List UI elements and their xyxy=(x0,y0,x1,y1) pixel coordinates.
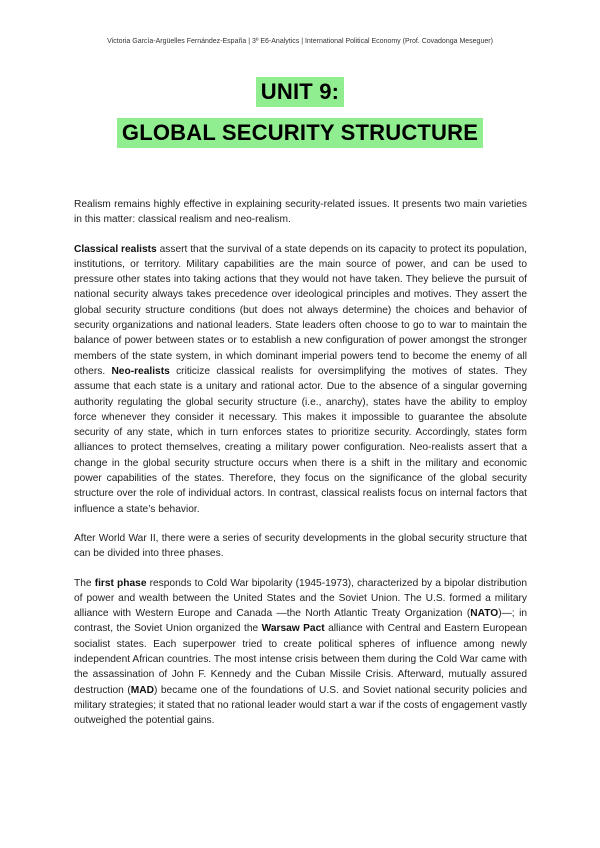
unit-title-line xyxy=(0,77,600,107)
term-warsaw-pact: Warsaw Pact xyxy=(261,623,325,635)
paragraph-realists xyxy=(74,242,527,517)
unit-subject-line xyxy=(0,118,600,148)
body-text xyxy=(74,197,527,743)
unit-number-title: UNIT 9: xyxy=(256,77,344,107)
paragraph-phases-intro: After World War II, there were a series of security developments in the global security structure that can be divided into three phases. xyxy=(74,532,527,560)
first-phase-text-2: responds to Cold War bipolarity (1945-1973), characterized by a bipolar distribution of power and wealth between the United States and the Soviet Union. The U.S. formed a military alliance with Western Europe and Canada —the North Atlantic Treaty Organization ( xyxy=(74,577,527,620)
paragraph-realists-text-2: criticize classical realists for oversimplifying the motives of states. They assume that each state is a unitary and rational actor. Due to the absence of a singular governing authority regulating the global security structure (i.e., anarchy), states have the ability to employ force whenever they consider it necessary. This makes it impossible to guarantee the absolute security of any state, which in turn enforces states to prioritize security. Accordingly, states form alliances to protect themselves, creating a military power configuration. Neo-realists assert that a change in the global security structure occurs when there is a shift in the military and economic power capabilities of the states. Therefore, they focus on the significance of the global security structure over the role of individual actors. In contrast, classical realists focus on internal factors that influence a state’s behavior. xyxy=(74,365,527,515)
first-phase-text-4: alliance with Central and Eastern European socialist states. Each superpower tried to create political spheres of influence among newly independent African countries. The most intense crisis between them during the Cold War came with the assassination of John F. Kennedy and the Cuban Missile Crisis. Afterward, mutually assured destruction ( xyxy=(74,623,527,696)
unit-subject-title: GLOBAL SECURITY STRUCTURE xyxy=(117,118,483,148)
running-header: Victoria García-Argüelles Fernández-España | 3º E6-Analytics | International Political Economy (Prof. Covadonga Meseguer) xyxy=(107,38,493,45)
first-phase-text-1: The xyxy=(74,577,95,589)
first-phase-text-5: ) became one of the foundations of U.S. and Soviet national security policies and military strategies; it stated that no rational leader would start a war if the costs of engagement vastly outweighed the potential gains. xyxy=(74,684,528,727)
term-nato: NATO xyxy=(470,608,499,620)
term-classical-realists: Classical realists xyxy=(74,243,157,255)
first-phase-text-3: )—; in contrast, the Soviet Union organized the xyxy=(74,608,527,635)
paragraph-realists-text-1: assert that the survival of a state depends on its capacity to protect its population, institutions, or territory. Military capabilities are the main source of power, and can be used to pressure other states into taking actions that they would not have taken. They believe the pursuit of national security always takes precedence over ideological principles and motives. They assert the global security structure conditions (but does not always determine) the choices and behavior of security organizations and national leaders. State leaders often choose to go to war to maintain the balance of power between states or to establish a new configuration of power amongst the stronger members of the state system, in which dominant imperial powers tend to become the enemy of all others. xyxy=(74,243,527,377)
paragraph-first-phase xyxy=(74,576,527,729)
term-neo-realists: Neo-realists xyxy=(111,365,170,377)
term-mad: MAD xyxy=(130,684,154,696)
paragraph-intro: Realism remains highly effective in explaining security-related issues. It presents two main varieties in this matter: classical realism and neo-realism. xyxy=(74,199,527,226)
term-first-phase: first phase xyxy=(94,577,147,589)
